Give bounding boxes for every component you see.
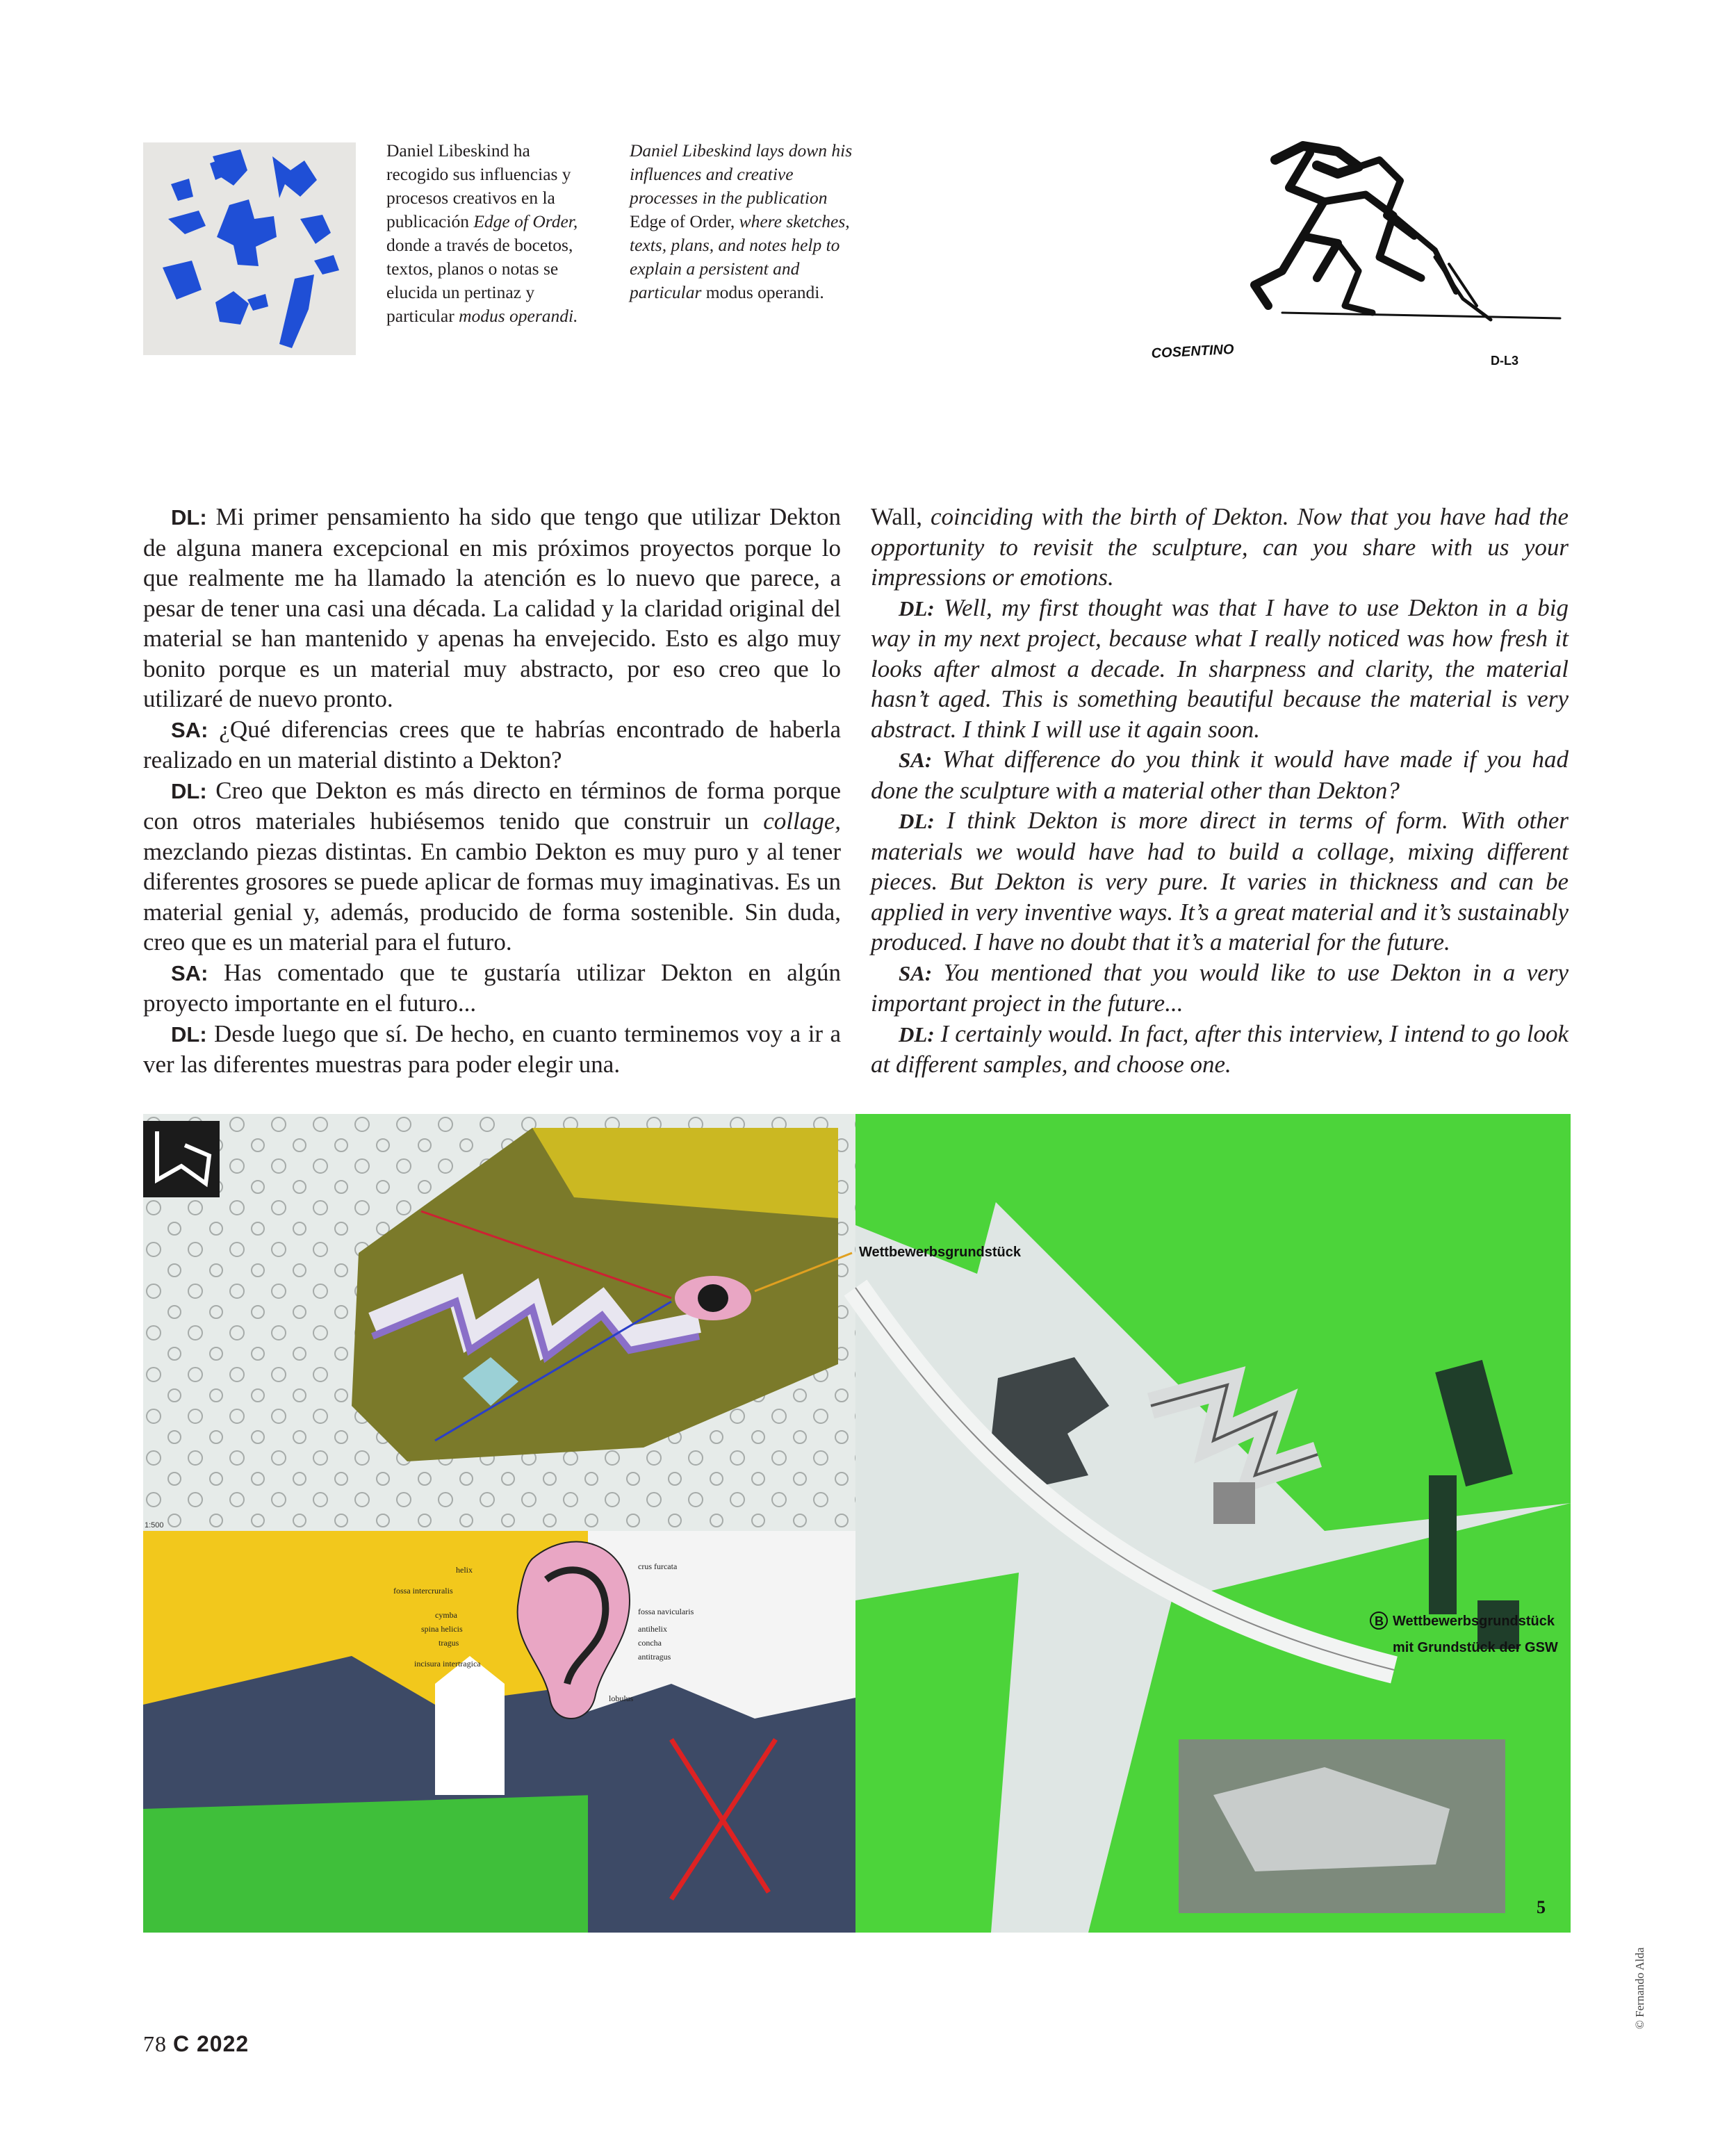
paragraph: DL: I certainly would. In fact, after this interview, I intend to go look at different samples, and choose one. xyxy=(871,1019,1569,1078)
paragraph: DL: Mi primer pensamiento ha sido que tengo que utilizar Dekton de alguna manera excepcional en mis próximos proyectos porque lo que realmente me ha llamado la atención es lo nuevo que parece, a pesar de tener una casi una década. La calidad y la claridad original del material se han mantenido y apenas ha envejecido. Esto es algo muy bonito porque es un material muy abstracto, por eso creo que lo utilizaré de nuevo pronto. xyxy=(143,503,841,712)
caption-spanish: Daniel Libeskind ha recogido sus influencias y procesos creativos en la publicación Edge of Order, donde a través de bocetos, textos, planos o notas se elucida un pertinaz y particular modus operandi. xyxy=(386,140,578,326)
interview-spanish-column xyxy=(143,502,841,1080)
ink-sketch-figure xyxy=(1129,97,1612,372)
ear-label-crus: crus furcata xyxy=(638,1561,678,1571)
paragraph: DL: Well, my first thought was that I have to use Dekton in a big way in my next project, because what I really noticed was how fresh it looks after almost a decade. In sharpness and clarity, the material hasn’t aged. This is something beautiful because the material is very abstract. I think I will use it again soon. xyxy=(871,593,1569,743)
magazine-name: C 2022 xyxy=(173,2031,249,2056)
sketch-initials: D-L3 xyxy=(1491,354,1518,368)
label-wettbewerbsgrundstueck: Wettbewerbsgrundstück xyxy=(859,1245,1021,1260)
paragraph: SA: You mentioned that you would like to use Dekton in a very important project in the future... xyxy=(871,958,1569,1017)
ear-label-incisura: incisura intertragica xyxy=(414,1659,481,1669)
ear-label-fossa-nav: fossa navicularis xyxy=(638,1607,694,1616)
paragraph: DL: Desde luego que sí. De hecho, en cuanto terminemos voy a ir a ver las diferentes muestras para poder elegir una. xyxy=(143,1019,841,1078)
ear-label-antitragus: antitragus xyxy=(638,1652,671,1662)
paragraph: SA: Has comentado que te gustaría utilizar Dekton en algún proyecto importante en el futuro... xyxy=(143,958,841,1017)
paragraph: DL: I think Dekton is more direct in terms of form. With other materials we would have had to build a collage, mixing different pieces. But Dekton is very pure. It varies in thickness and can be applied in very inventive ways. It’s a great material and it’s sustainably produced. I have no doubt that it’s a material for the future. xyxy=(871,807,1569,956)
ear-label-lobulus: lobulus xyxy=(609,1694,634,1703)
paragraph: SA: ¿Qué diferencias crees que te habrías encontrado de haberla realizado en un material distinto a Dekton? xyxy=(143,715,841,773)
blue-shapes-photo xyxy=(143,142,356,355)
ear-label-cymba: cymba xyxy=(435,1610,457,1620)
label-b-letter: B xyxy=(1375,1614,1384,1628)
ear-label-concha: concha xyxy=(638,1638,662,1648)
photo-credit: © Fernando Alda xyxy=(1633,1947,1646,2029)
sketch-signature: COSENTINO xyxy=(1151,341,1235,361)
paragraph: SA: What difference do you think it would have made if you had done the sculpture with a material other than Dekton? xyxy=(871,746,1569,804)
label-b-line2: mit Grundstück der GSW xyxy=(1393,1640,1558,1655)
scale-label: 1:500 xyxy=(145,1521,164,1530)
page-folio xyxy=(143,2031,249,2057)
ear-label-helix: helix xyxy=(456,1565,473,1575)
collage-page-number: 5 xyxy=(1537,1897,1546,1917)
ear-label-tragus: tragus xyxy=(439,1638,459,1648)
ear-label-antihelix: antihelix xyxy=(638,1624,667,1634)
page-number: 78 xyxy=(143,2031,167,2056)
paragraph: DL: Creo que Dekton es más directo en términos de forma porque con otros materiales hubiésemos tenido que construir un collage, mezclando piezas distintas. En cambio Dekton es muy puro y al tener diferentes grosores se puede aplicar de formas muy imaginativas. Es un material genial y, además, producido de forma sostenible. Sin duda, creo que es un material para el futuro. xyxy=(143,776,841,956)
ear-label-spina: spina helicis xyxy=(421,1624,463,1634)
architectural-collage-image xyxy=(143,1114,1571,1933)
ear-label-fossa: fossa intercruralis xyxy=(393,1586,453,1596)
interview-english-column xyxy=(871,502,1569,1080)
label-b-line1: Wettbewerbsgrundstück xyxy=(1393,1614,1555,1629)
caption-english: Daniel Libeskind lays down his influences and creative processes in the publication Edge of Order, where sketches, texts, plans, and notes help to explain a persistent and particular modus operandi. xyxy=(630,140,853,302)
paragraph: Wall, coinciding with the birth of Dekton. Now that you have had the opportunity to revisit the sculpture, can you share with us your impressions or emotions. xyxy=(871,503,1569,591)
